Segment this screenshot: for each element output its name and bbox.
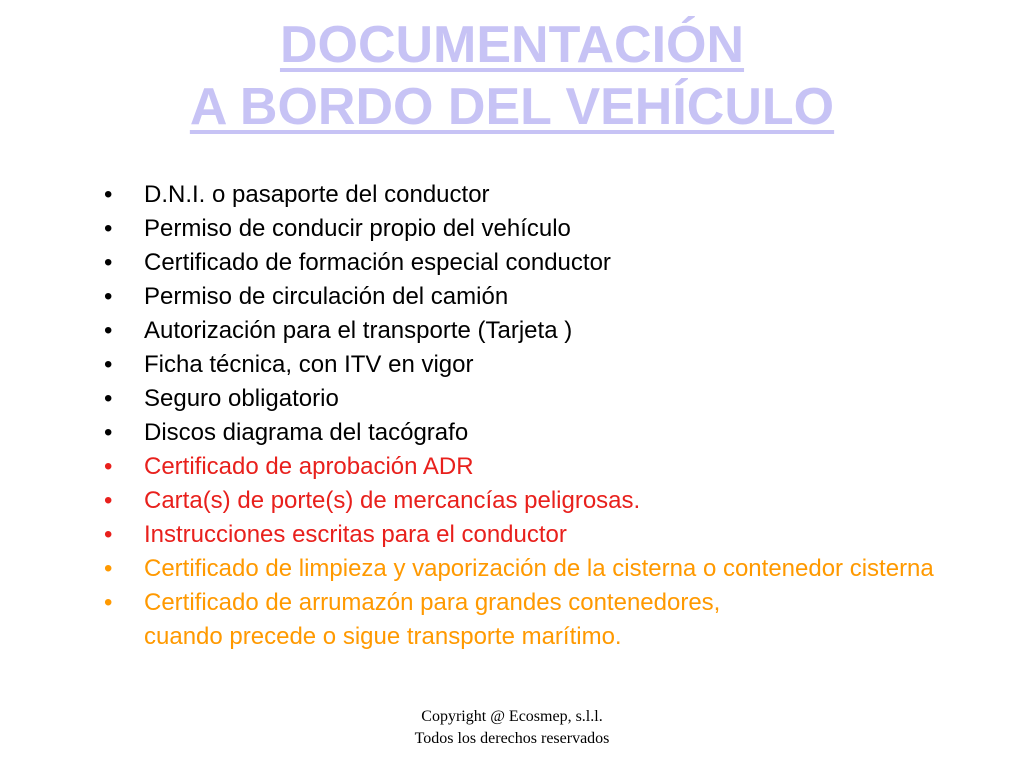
bullet-icon: • <box>104 249 113 276</box>
list-item <box>100 382 1000 416</box>
list-item-text: Carta(s) de porte(s) de mercancías peligrosas. <box>144 487 641 514</box>
bullet-icon: • <box>104 589 113 616</box>
list-item <box>100 450 1000 484</box>
title-line-2: A BORDO DEL VEHÍCULO <box>189 78 835 136</box>
list-item-text: Permiso de circulación del camión <box>144 283 509 310</box>
title-line-1: DOCUMENTACIÓN <box>279 16 745 74</box>
list-item <box>100 416 1000 450</box>
list-item-text: D.N.I. o pasaporte del conductor <box>144 181 490 208</box>
bullet-icon: • <box>104 555 113 582</box>
list-item-text: Certificado de limpieza y vaporización de la cisterna o contenedor cisterna <box>144 555 934 582</box>
list-item-text: Seguro obligatorio <box>144 385 339 412</box>
bullet-icon: • <box>104 521 113 548</box>
list-item-continuation <box>100 620 1000 654</box>
list-item <box>100 586 1000 620</box>
list-item-text: Certificado de arrumazón para grandes contenedores, <box>144 589 721 616</box>
list-item <box>100 518 1000 552</box>
list-item <box>100 484 1000 518</box>
list-item-text: Ficha técnica, con ITV en vigor <box>144 351 474 378</box>
bullet-icon: • <box>104 283 113 310</box>
list-item-text: Instrucciones escritas para el conductor <box>144 521 567 548</box>
list-item-text: Certificado de formación especial conductor <box>144 249 611 276</box>
list-item <box>100 348 1000 382</box>
list-item <box>100 314 1000 348</box>
list-item <box>100 178 1000 212</box>
bullet-icon: • <box>104 215 113 242</box>
list-item <box>100 552 1000 586</box>
document-list <box>100 178 1000 654</box>
continuation-text: cuando precede o sigue transporte marítimo. <box>144 623 622 650</box>
bullet-icon: • <box>104 351 113 378</box>
rights-line: Todos los derechos reservados <box>414 730 610 747</box>
bullet-icon: • <box>104 487 113 514</box>
list-item-text: Discos diagrama del tacógrafo <box>144 419 469 446</box>
copyright-footer <box>0 706 1024 750</box>
bullet-icon: • <box>104 419 113 446</box>
list-item-text: Permiso de conducir propio del vehículo <box>144 215 571 242</box>
list-item-text: Certificado de aprobación ADR <box>144 453 474 480</box>
list-item <box>100 280 1000 314</box>
list-item <box>100 212 1000 246</box>
bullet-icon: • <box>104 385 113 412</box>
copyright-line: Copyright @ Ecosmep, s.l.l. <box>421 708 603 725</box>
page-title <box>0 14 1024 138</box>
list-item-text: Autorización para el transporte (Tarjeta ) <box>144 317 573 344</box>
bullet-icon: • <box>104 181 113 208</box>
bullet-icon: • <box>104 453 113 480</box>
list-item <box>100 246 1000 280</box>
bullet-icon: • <box>104 317 113 344</box>
